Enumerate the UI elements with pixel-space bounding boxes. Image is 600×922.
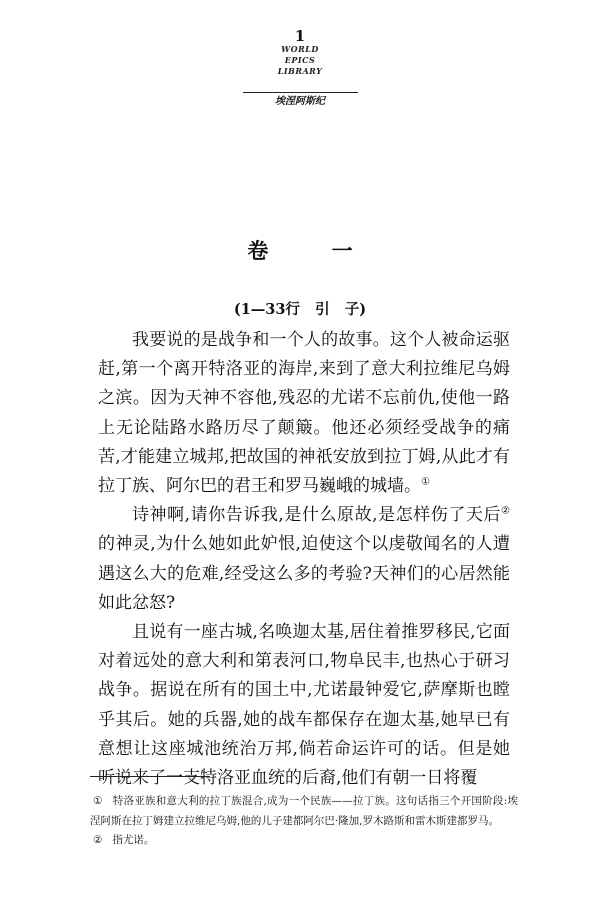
paragraph-2 bbox=[98, 501, 510, 618]
body-text bbox=[98, 326, 510, 793]
paragraph-3-text: 且说有一座古城,名唤迦太基,居住着推罗移民,它面对着远处的意大利和第表河口,物阜民丰,也热心于研习战争。据说在所有的国土中,尤诺最钟爱它,萨摩斯也瞠乎其后。她的兵器,她的战车都保存在迦太基,她早已有意想让这座城池统治万邦,倘若命运许可的话。但是她听说来了一支特洛亚血统的后裔,他们有朝一日将覆 bbox=[98, 622, 510, 789]
footnote-2 bbox=[90, 831, 518, 851]
footnote-1 bbox=[90, 792, 518, 831]
logo-line-3: LIBRARY bbox=[277, 66, 323, 76]
header-divider bbox=[243, 92, 358, 93]
paragraph-2-text-continued: 的神灵,为什么她如此妒恨,迫使这个以虔敬闻名的人遭遇这么大的危难,经受这么多的考验?天神们的心居然能如此忿怒? bbox=[98, 534, 510, 613]
footnote-1-mark: ① bbox=[93, 795, 103, 807]
footnotes bbox=[90, 792, 518, 851]
world-epics-library-logo bbox=[250, 44, 350, 96]
logo-line-2: EPICS bbox=[284, 55, 316, 65]
footnote-2-text: 指尤诺。 bbox=[112, 834, 155, 846]
footnote-divider bbox=[90, 776, 210, 777]
page-number: 1 bbox=[294, 27, 306, 45]
footnote-1-text: 特洛亚族和意大利的拉丁族混合,成为一个民族——拉丁族。这句话指三个开国阶段:埃涅阿斯在拉丁姆建立拉维尼乌姆,他的儿子建都阿尔巴·隆加,罗木路斯和雷木斯建都罗马。 bbox=[90, 795, 518, 827]
logo-line-1: WORLD bbox=[281, 44, 319, 54]
footnote-2-mark: ② bbox=[93, 834, 103, 846]
running-title: 埃涅阿斯纪 bbox=[275, 96, 325, 107]
paragraph-1 bbox=[98, 326, 510, 501]
footnote-ref-2: ② bbox=[501, 505, 510, 517]
paragraph-1-text: 我要说的是战争和一个人的故事。这个人被命运驱赶,第一个离开特洛亚的海岸,来到了意大利拉维尼乌姆之滨。因为天神不容他,残忍的尤诺不忘前仇,使他一路上无论陆路水路历尽了颠簸。他还必须经受战争的痛苦,才能建立城邦,把故国的神祇安放到拉丁姆,从此才有拉丁族、阿尔巴的君王和罗马巍峨的城墙。 bbox=[98, 330, 510, 497]
paragraph-2-text: 诗神啊,请你告诉我,是什么原故,是怎样伤了天后 bbox=[132, 505, 502, 526]
volume-title: 卷 一 bbox=[247, 238, 381, 263]
section-heading: (1—33行 引 子) bbox=[233, 301, 367, 318]
paragraph-3 bbox=[98, 618, 510, 793]
footnote-ref-1: ① bbox=[421, 476, 430, 488]
